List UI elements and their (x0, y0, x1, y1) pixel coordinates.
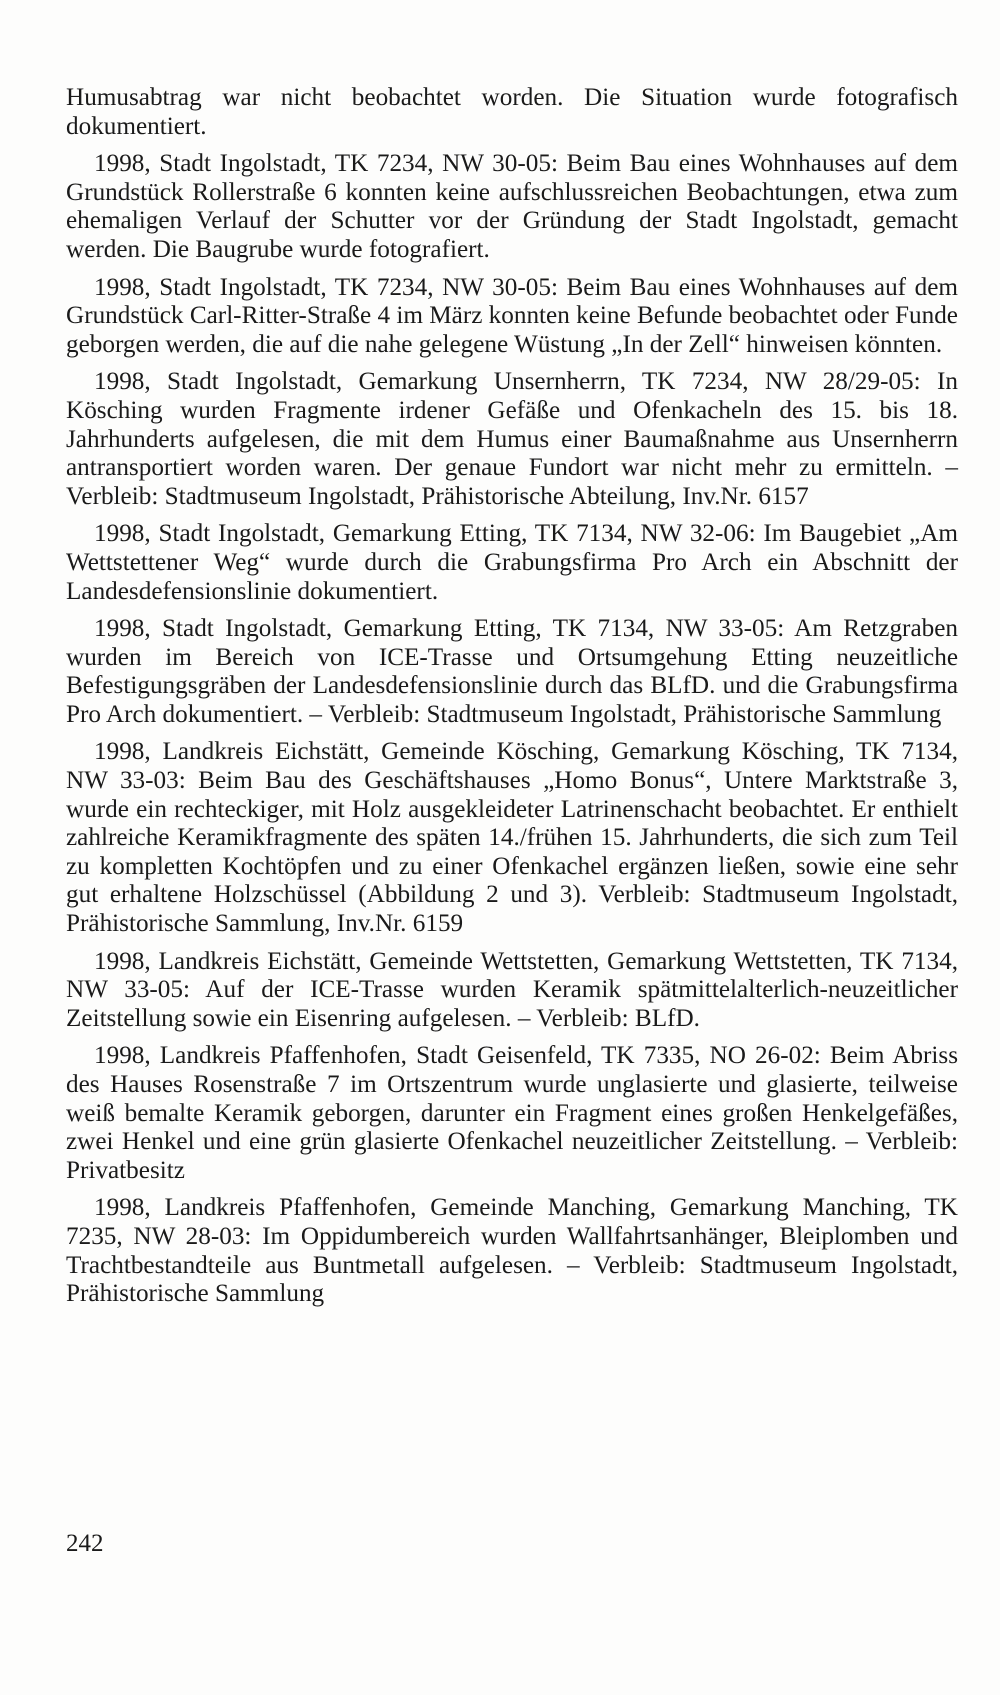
body-text (66, 84, 958, 1318)
page-number: 242 (66, 1530, 104, 1557)
paragraph-etting-wettstettener-weg: 1998, Stadt Ingolstadt, Gemarkung Etting, TK 7134, NW 32-06: Im Baugebiet „Am Wettstettener Weg“ wurde durch die Grabungsfirma Pro Arch ein Abschnitt der Landesdefensionslinie dokumentiert. (66, 520, 958, 605)
paragraph-etting-retzgraben: 1998, Stadt Ingolstadt, Gemarkung Etting, TK 7134, NW 33-05: Am Retzgraben wurden im Bereich von ICE-Trasse und Ortsumgehung Etting neuzeitliche Befestigungsgräben der Landesdefensionslinie durch das BLfD. und die Grabungsfirma Pro Arch dokumentiert. – Verbleib: Stadtmuseum Ingolstadt, Prähistorische Sammlung (66, 615, 958, 728)
paragraph-wettstetten: 1998, Landkreis Eichstätt, Gemeinde Wettstetten, Gemarkung Wettstetten, TK 7134, NW 33-05: Auf der ICE-Trasse wurden Keramik spätmittelalterlich-neuzeitlicher Zeitstellung sowie ein Eisenring aufgelesen. – Verbleib: BLfD. (66, 947, 958, 1032)
paragraph-carl-ritter-strasse: 1998, Stadt Ingolstadt, TK 7234, NW 30-05: Beim Bau eines Wohnhauses auf dem Grundstück Carl-Ritter-Straße 4 im März konnten keine Befunde beobachtet oder Funde geborgen werden, die auf die nahe gelegene Wüstung „In der Zell“ hinweisen könnten. (66, 273, 958, 358)
paragraph-continuation: Humusabtrag war nicht beobachtet worden. Die Situation wurde fotografisch dokumentiert. (66, 84, 958, 140)
paragraph-rollerstrasse: 1998, Stadt Ingolstadt, TK 7234, NW 30-05: Beim Bau eines Wohnhauses auf dem Grundstück Rollerstraße 6 konnten keine aufschlussreichen Beobachtungen, etwa zum ehemaligen Verlauf der Schutter vor der Gründung der Stadt Ingolstadt, gemacht werden. Die Baugrube wurde fotografiert. (66, 150, 958, 263)
paragraph-koesching: 1998, Landkreis Eichstätt, Gemeinde Kösching, Gemarkung Kösching, TK 7134, NW 33-03: Beim Bau des Geschäftshauses „Homo Bonus“, Untere Marktstraße 3, wurde ein rechteckiger, mit Holz ausgekleideter Latrinenschacht beobachtet. Er enthielt zahlreiche Keramikfragmente des späten 14./frühen 15. Jahrhunderts, die sich zum Teil zu kompletten Kochtöpfen und zu einer Ofenkachel ergänzen ließen, sowie eine sehr gut erhaltene Holzschüssel (Abbildung 2 und 3). Verbleib: Stadtmuseum Ingolstadt, Prähistorische Sammlung, Inv.Nr. 6159 (66, 738, 958, 938)
paragraph-unsernherrn: 1998, Stadt Ingolstadt, Gemarkung Unsernherrn, TK 7234, NW 28/29-05: In Kösching wurden Fragmente irdener Gefäße und Ofenkacheln des 15. bis 18. Jahrhunderts aufgelesen, die mit dem Humus einer Baumaßnahme aus Unsernherrn antransportiert worden waren. Der genaue Fundort war nicht mehr zu ermitteln. – Verbleib: Stadtmuseum Ingolstadt, Prähistorische Abteilung, Inv.Nr. 6157 (66, 368, 958, 510)
paragraph-geisenfeld: 1998, Landkreis Pfaffenhofen, Stadt Geisenfeld, TK 7335, NO 26-02: Beim Abriss des Hauses Rosenstraße 7 im Ortszentrum wurde unglasierte und glasierte, teilweise weiß bemalte Keramik geborgen, darunter ein Fragment eines großen Henkelgefäßes, zwei Henkel und eine grün glasierte Ofenkachel neuzeitlicher Zeitstellung. – Verbleib: Privatbesitz (66, 1042, 958, 1184)
paragraph-manching: 1998, Landkreis Pfaffenhofen, Gemeinde Manching, Gemarkung Manching, TK 7235, NW 28-03: Im Oppidumbereich wurden Wallfahrtsanhänger, Bleiplomben und Trachtbestandteile aus Buntmetall aufgelesen. – Verbleib: Stadtmuseum Ingolstadt, Prähistorische Sammlung (66, 1194, 958, 1308)
